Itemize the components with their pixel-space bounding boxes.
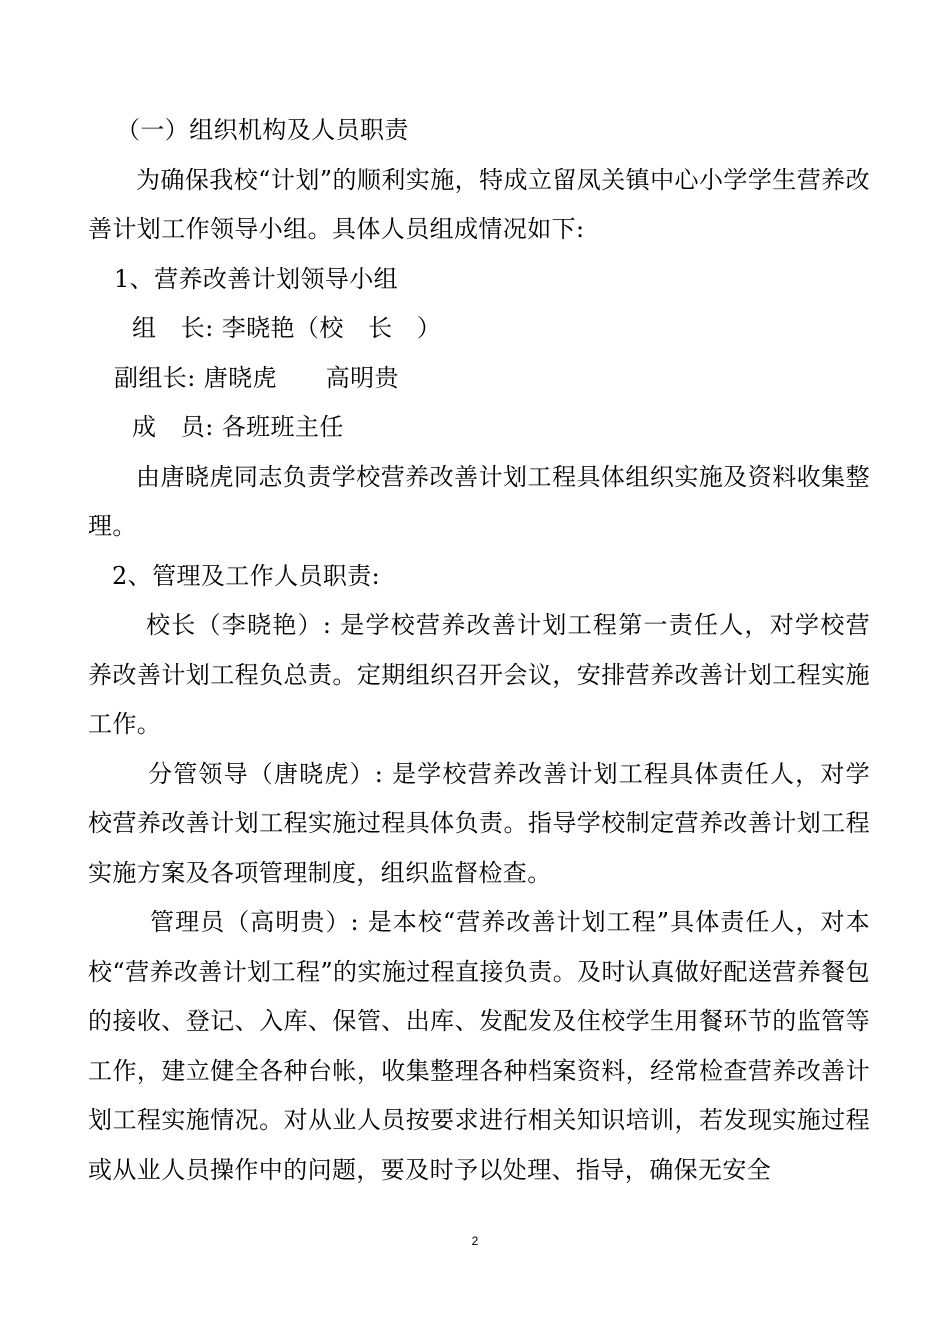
supervisor-duty-paragraph: 分管领导（唐晓虎）: 是学校营养改善计划工程具体责任人，对学校营养改善计划工程实施过程具体负责。指导学校制定营养改善计划工程实施方案及各项管理制度，组织监督检查。 <box>88 759 870 887</box>
leader-line: 组 长: 李晓艳（校 长 ） <box>132 314 442 342</box>
group-title: 1、营养改善计划领导小组 <box>114 264 399 293</box>
manager-duty-paragraph: 管理员（高明贵）: 是本校“营养改善计划工程”具体责任人，对本校“营养改善计划工程”的实施过程直接负责。及时认真做好配送营养餐包的接收、登记、入库、保管、出库、发配发及住校学生用餐环节的监管等工作，建立健全各种台帐，收集整理各种档案资料，经常检查营养改善计划工程实施情况。对从业人员按要求进行相关知识培训，若发现实施过程或从业人员操作中的问题，要及时予以处理、指导，确保无安全 <box>88 908 870 1184</box>
section-heading: （一）组织机构及人员职责 <box>116 116 409 144</box>
document-body <box>88 106 870 1195</box>
page-number: 2 <box>471 1234 479 1248</box>
intro-paragraph: 为确保我校“计划”的顺利实施，特成立留凤关镇中心小学学生营养改善计划工作领导小组。具体人员组成情况如下: <box>88 165 870 243</box>
duties-title: 2、管理及工作人员职责: <box>112 561 381 590</box>
principal-duty-paragraph: 校长（李晓艳）: 是学校营养改善计划工程第一责任人，对学校营养改善计划工程负总责。定期组织召开会议，安排营养改善计划工程实施工作。 <box>88 611 870 738</box>
deputy-line: 副组长: 唐晓虎 高明贵 <box>114 363 399 392</box>
responsible-paragraph: 由唐晓虎同志负责学校营养改善计划工程具体组织实施及资料收集整理。 <box>88 462 870 540</box>
members-line: 成 员: 各班班主任 <box>132 413 344 441</box>
